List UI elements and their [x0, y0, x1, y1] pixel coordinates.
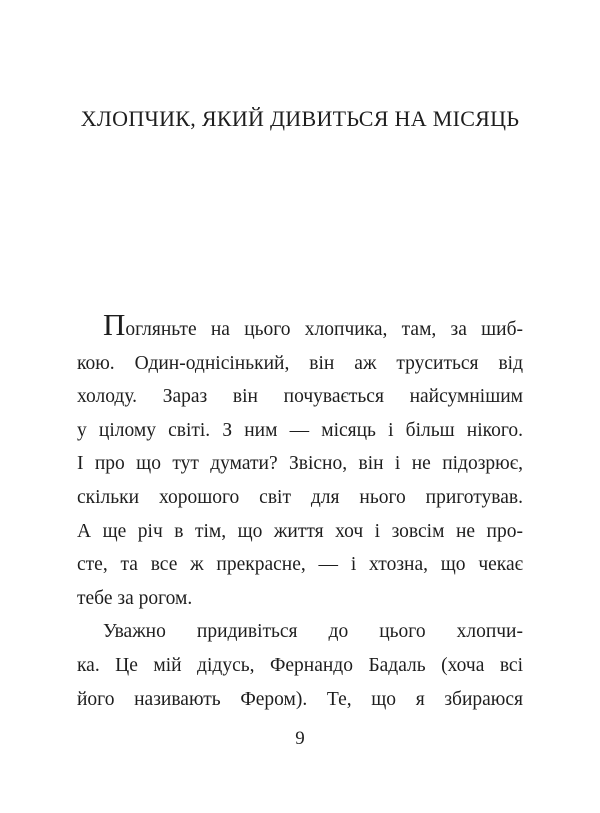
text-line: тебе за рогом. — [77, 587, 193, 609]
text-line: холоду. Зараз він почувається найсумнішим — [77, 386, 523, 408]
chapter-body — [77, 307, 523, 716]
text-line: ка. Це мій дідусь, Фернандо Бадаль (хоча всі — [77, 654, 523, 676]
text-line: сте, та все ж прекрасне, — і хтозна, що чекає — [77, 554, 523, 576]
text-line — [77, 307, 523, 347]
text-line: Уважно придивіться до цього хлопчи- — [103, 621, 523, 643]
drop-cap: П — [103, 307, 126, 342]
text-line: у цілому світі. З ним — місяць і більш нікого. — [77, 419, 523, 441]
text-line: кою. Один-однісінький, він аж труситься від — [77, 352, 523, 374]
chapter-title: ХЛОПЧИК, ЯКИЙ ДИВИТЬСЯ НА МІСЯЦЬ — [80, 106, 520, 131]
text-line: А ще річ в тім, що життя хоч і зовсім не про- — [77, 520, 523, 542]
text-line: І про що тут думати? Звісно, він і не підозрює, — [77, 453, 523, 475]
text-line: скільки хорошого світ для нього приготував. — [77, 486, 523, 508]
text-line-content: огляньте на цього хлопчика, там, за шиб- — [125, 319, 523, 340]
page-number: 9 — [295, 728, 305, 749]
text-line: його називають Фером). Те, що я збираюся — [77, 688, 523, 710]
